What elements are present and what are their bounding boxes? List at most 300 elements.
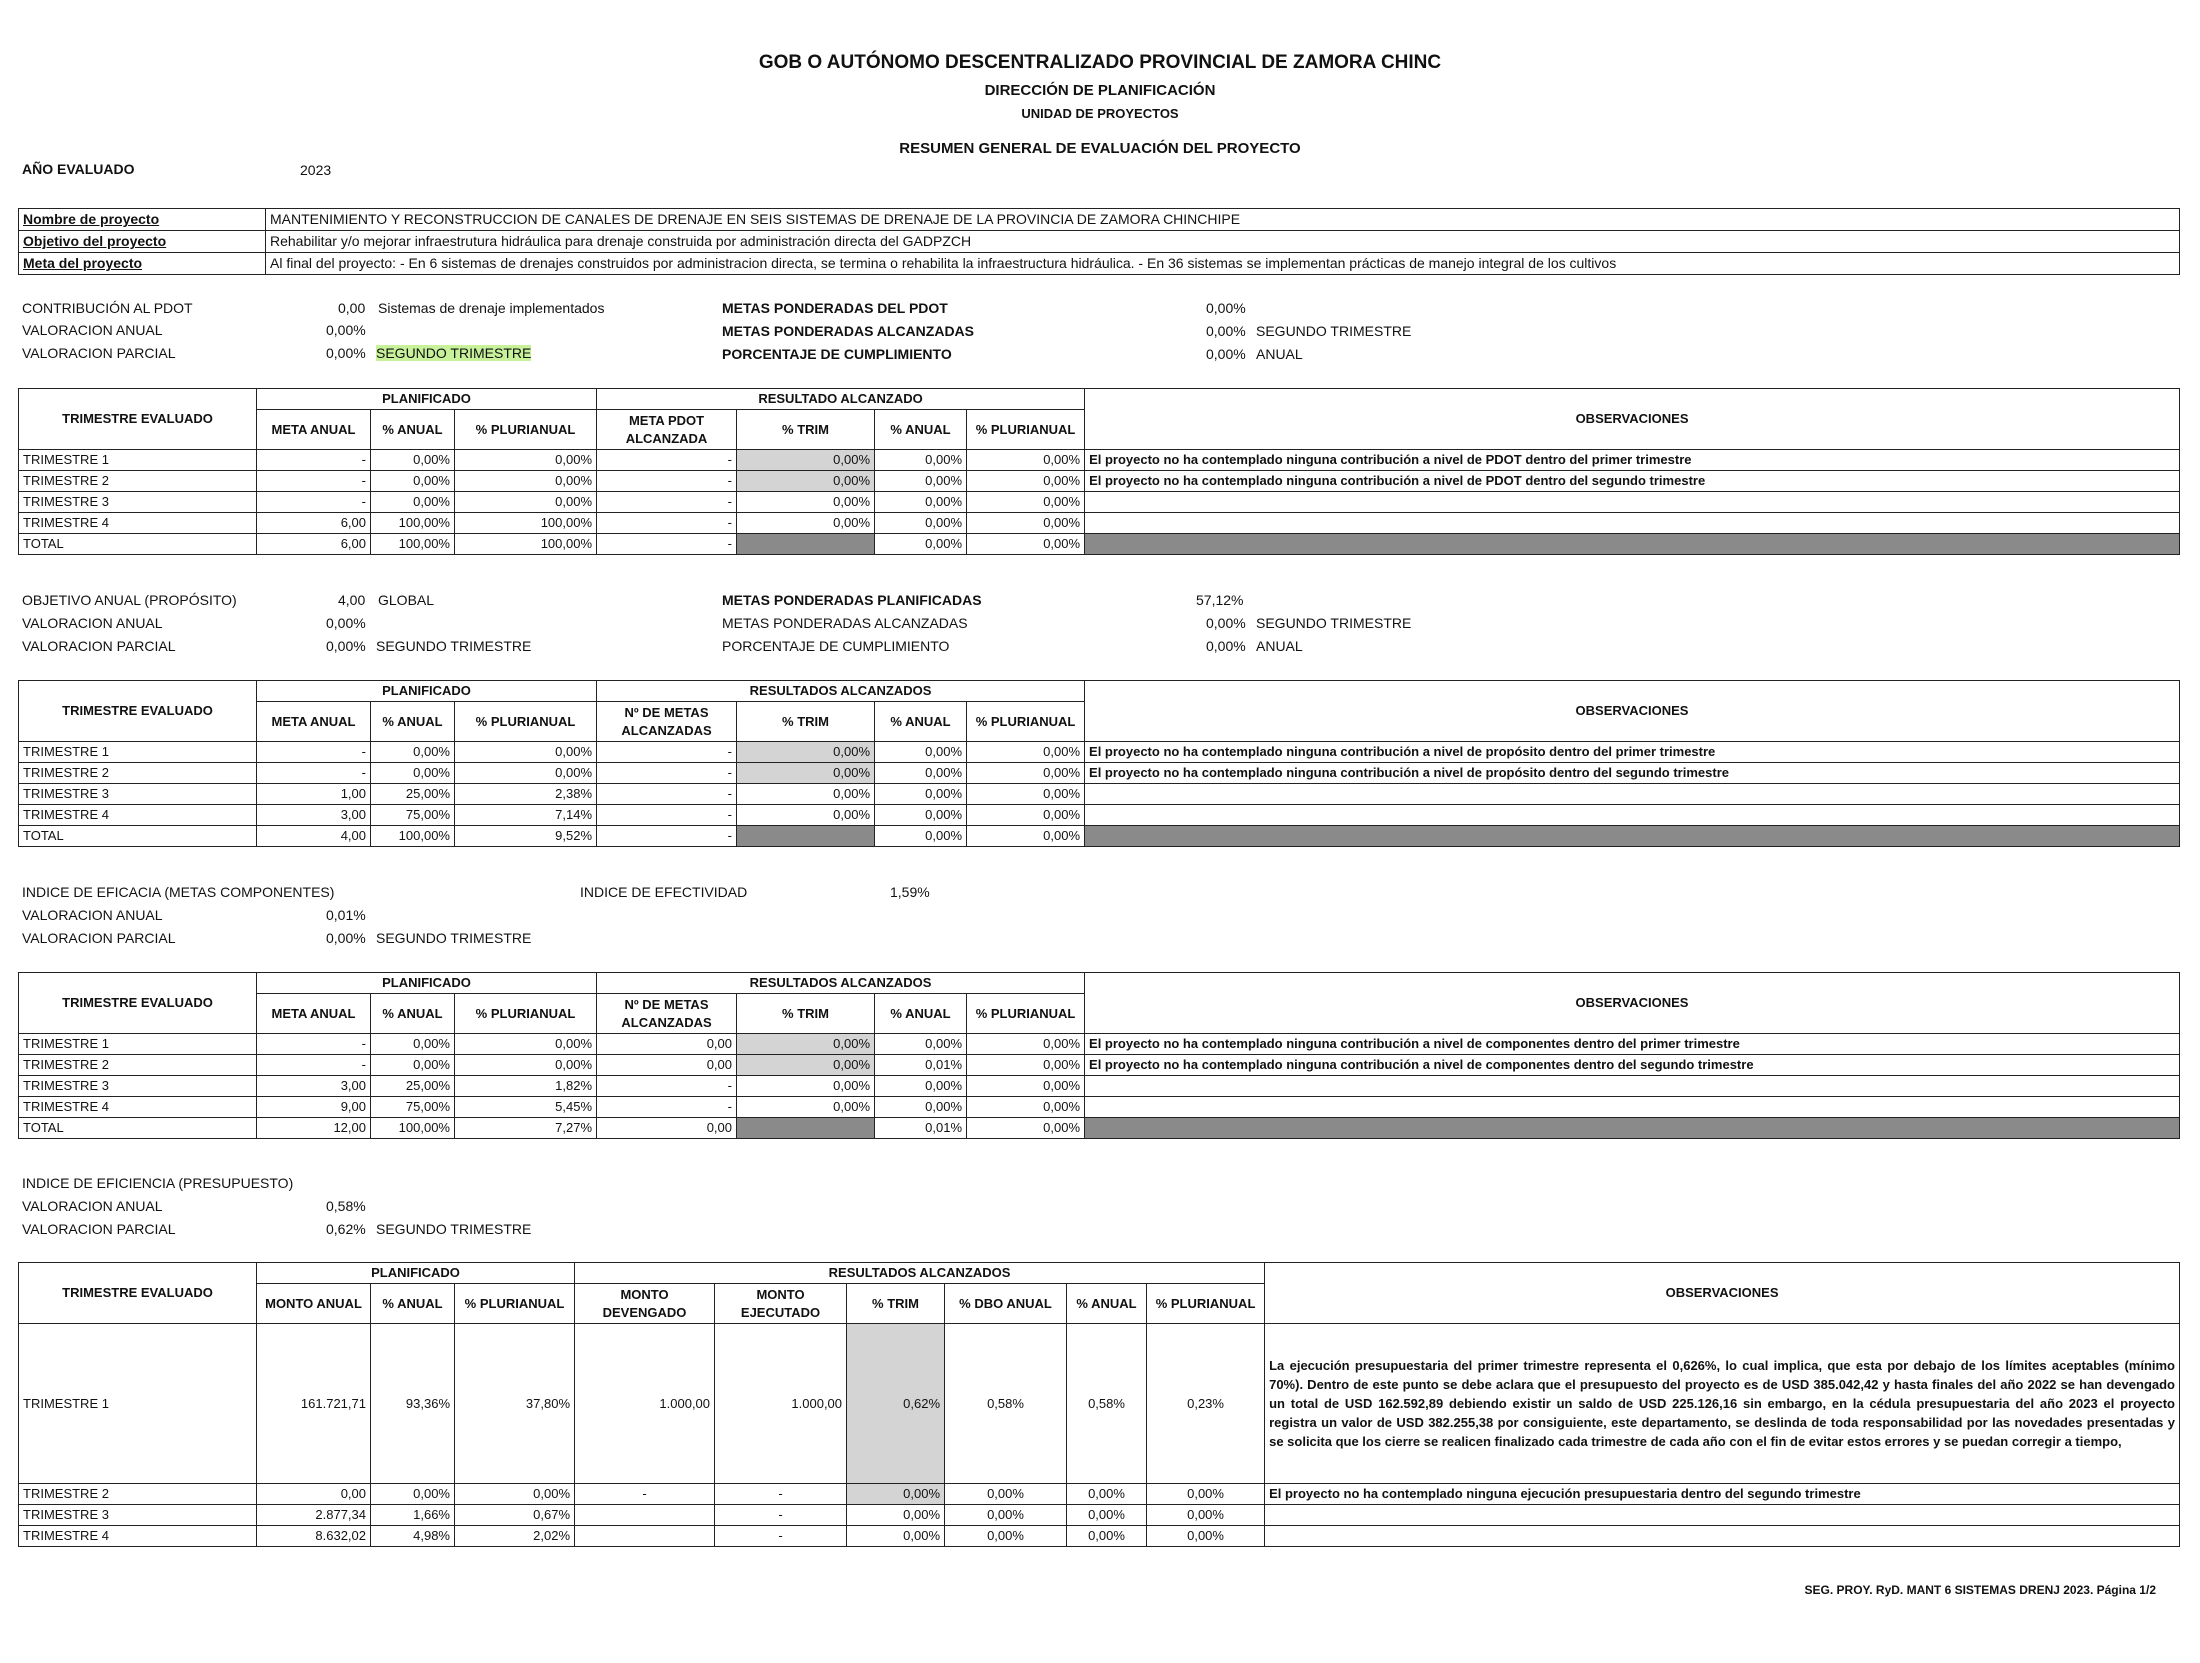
cell: 0,00% xyxy=(875,1034,967,1055)
s1-right-text-3: ANUAL xyxy=(1256,346,1303,362)
cell: 0,00% xyxy=(455,450,597,471)
row-label: TRIMESTRE 1 xyxy=(19,1034,257,1055)
t2-c3: % PLURIANUAL xyxy=(455,702,597,742)
cell: 9,00 xyxy=(257,1097,371,1118)
cell: 0,00% xyxy=(967,784,1085,805)
unit-title: UNIDAD DE PROYECTOS xyxy=(1021,106,1179,121)
cell: 0,00% xyxy=(371,1034,455,1055)
row-label: TRIMESTRE 4 xyxy=(19,1526,257,1547)
cell: 0,58% xyxy=(1067,1324,1147,1484)
observation xyxy=(1085,826,2180,847)
s2-value-3: 0,00% xyxy=(326,638,366,654)
cell: 0,00% xyxy=(875,1097,967,1118)
row-label: TRIMESTRE 2 xyxy=(19,1055,257,1076)
observation: El proyecto no ha contemplado ninguna contribución a nivel de PDOT dentro del primer trimestre xyxy=(1085,450,2180,471)
presupuesto-table xyxy=(18,1262,2180,1547)
componentes-table xyxy=(18,972,2180,1139)
t1-c5: % TRIM xyxy=(737,410,875,450)
t2-h-plan: PLANIFICADO xyxy=(257,681,597,702)
observation xyxy=(1085,1097,2180,1118)
t4-h-obs: OBSERVACIONES xyxy=(1265,1263,2180,1324)
cell: 0,00% xyxy=(737,1034,875,1055)
cell: 0,00% xyxy=(455,1484,575,1505)
cell: - xyxy=(257,471,371,492)
cell: 0,00% xyxy=(967,1055,1085,1076)
cell: - xyxy=(715,1526,847,1547)
s1-text-3: SEGUNDO TRIMESTRE xyxy=(376,345,532,361)
cell: - xyxy=(257,763,371,784)
t4-c9: % PLURIANUAL xyxy=(1147,1284,1265,1324)
t1-c3: % PLURIANUAL xyxy=(455,410,597,450)
cell: - xyxy=(597,471,737,492)
cell xyxy=(737,534,875,555)
table-row xyxy=(19,492,2180,513)
cell: - xyxy=(257,742,371,763)
table-row xyxy=(19,471,2180,492)
t3-c4: Nº DE METAS ALCANZADAS xyxy=(597,994,737,1034)
cell: - xyxy=(257,1034,371,1055)
s1-label-3: VALORACION PARCIAL xyxy=(22,345,176,361)
cell: 6,00 xyxy=(257,534,371,555)
s2-right-value-1: 57,12% xyxy=(1196,592,1244,608)
observation xyxy=(1085,492,2180,513)
t4-c1: MONTO ANUAL xyxy=(257,1284,371,1324)
s2-text-3: SEGUNDO TRIMESTRE xyxy=(376,638,532,654)
pdot-table xyxy=(18,388,2180,555)
cell: 0,00% xyxy=(875,534,967,555)
row-label: TRIMESTRE 2 xyxy=(19,471,257,492)
s1-value-3: 0,00% xyxy=(326,345,366,361)
s1-text-1: Sistemas de drenaje implementados xyxy=(378,300,605,316)
cell: 0,00% xyxy=(967,1097,1085,1118)
cell: 0,00% xyxy=(967,492,1085,513)
s1-right-label-3: PORCENTAJE DE CUMPLIMIENTO xyxy=(722,346,952,362)
table-row xyxy=(19,1505,2180,1526)
cell: 0,00% xyxy=(737,742,875,763)
table-row xyxy=(19,1076,2180,1097)
cell: 0,00% xyxy=(875,763,967,784)
observation xyxy=(1265,1526,2180,1547)
cell: 0,00% xyxy=(371,1055,455,1076)
cell: 75,00% xyxy=(371,805,455,826)
table-row xyxy=(19,805,2180,826)
s4-label-2: VALORACION ANUAL xyxy=(22,1198,163,1214)
cell: 0,00% xyxy=(967,826,1085,847)
cell: - xyxy=(597,805,737,826)
cell xyxy=(575,1505,715,1526)
s1-right-label-1: METAS PONDERADAS DEL PDOT xyxy=(722,300,948,316)
cell: 0,62% xyxy=(847,1324,945,1484)
s1-right-label-2: METAS PONDERADAS ALCANZADAS xyxy=(722,323,974,339)
cell: - xyxy=(257,1055,371,1076)
s1-right-value-3: 0,00% xyxy=(1206,346,1246,362)
s2-value-1: 4,00 xyxy=(338,592,366,608)
t3-h-plan: PLANIFICADO xyxy=(257,973,597,994)
t2-c6: % ANUAL xyxy=(875,702,967,742)
cell: 0,00% xyxy=(875,513,967,534)
observation xyxy=(1085,805,2180,826)
s4-text-3: SEGUNDO TRIMESTRE xyxy=(376,1221,532,1237)
cell: 0,00% xyxy=(455,492,597,513)
cell: 0,00% xyxy=(967,534,1085,555)
s2-right-text-2: SEGUNDO TRIMESTRE xyxy=(1256,615,1412,631)
cell: 5,45% xyxy=(455,1097,597,1118)
s1-right-value-2: 0,00% xyxy=(1206,323,1246,339)
t2-h-res: RESULTADOS ALCANZADOS xyxy=(597,681,1085,702)
cell: 2.877,34 xyxy=(257,1505,371,1526)
cell: 0,00% xyxy=(967,471,1085,492)
table-row xyxy=(19,1118,2180,1139)
cell: 0,00% xyxy=(1147,1526,1265,1547)
t3-c2: % ANUAL xyxy=(371,994,455,1034)
observation xyxy=(1265,1505,2180,1526)
cell: 0,00% xyxy=(875,450,967,471)
cell: 0,00% xyxy=(945,1526,1067,1547)
cell: 0,00% xyxy=(371,471,455,492)
row-label: TOTAL xyxy=(19,534,257,555)
cell: 6,00 xyxy=(257,513,371,534)
table-row xyxy=(19,763,2180,784)
year-value: 2023 xyxy=(300,162,332,178)
table-row xyxy=(19,1097,2180,1118)
cell: 0,00 xyxy=(597,1118,737,1139)
s2-right-text-3: ANUAL xyxy=(1256,638,1303,654)
t4-h-trim: TRIMESTRE EVALUADO xyxy=(19,1263,257,1324)
cell: 7,14% xyxy=(455,805,597,826)
cell: 0,01% xyxy=(875,1055,967,1076)
cell: 8.632,02 xyxy=(257,1526,371,1547)
cell: 0,23% xyxy=(1147,1324,1265,1484)
cell: - xyxy=(715,1505,847,1526)
observation: El proyecto no ha contemplado ninguna contribución a nivel de propósito dentro del segundo trimestre xyxy=(1085,763,2180,784)
s2-right-label-2: METAS PONDERADAS ALCANZADAS xyxy=(722,615,968,631)
cell: 0,00% xyxy=(1147,1505,1265,1526)
cell: 0,00% xyxy=(371,763,455,784)
cell: 100,00% xyxy=(371,826,455,847)
s1-value-1: 0,00 xyxy=(338,300,366,316)
cell: 0,00% xyxy=(371,450,455,471)
cell: 2,02% xyxy=(455,1526,575,1547)
cell: 12,00 xyxy=(257,1118,371,1139)
s3-text-3: SEGUNDO TRIMESTRE xyxy=(376,930,532,946)
s3-label-2: VALORACION ANUAL xyxy=(22,907,163,923)
cell: 0,00% xyxy=(945,1484,1067,1505)
cell: 0,00% xyxy=(875,1076,967,1097)
year-label: AÑO EVALUADO xyxy=(22,161,135,177)
row-label: TRIMESTRE 1 xyxy=(19,742,257,763)
project-goal-label: Meta del proyecto xyxy=(19,253,266,275)
cell: 37,80% xyxy=(455,1324,575,1484)
observation xyxy=(1085,1118,2180,1139)
t1-h-res: RESULTADO ALCANZADO xyxy=(597,389,1085,410)
t2-c4: Nº DE METAS ALCANZADAS xyxy=(597,702,737,742)
s2-value-2: 0,00% xyxy=(326,615,366,631)
cell: 0,00% xyxy=(737,1055,875,1076)
t4-c4: MONTO DEVENGADO xyxy=(575,1284,715,1324)
cell: 0,00% xyxy=(371,1484,455,1505)
t2-h-obs: OBSERVACIONES xyxy=(1085,681,2180,742)
table-row xyxy=(19,1324,2180,1484)
cell: 0,00% xyxy=(847,1484,945,1505)
table-row xyxy=(19,450,2180,471)
cell: 0,00% xyxy=(737,763,875,784)
cell: 75,00% xyxy=(371,1097,455,1118)
cell: 4,00 xyxy=(257,826,371,847)
s1-right-text-2: SEGUNDO TRIMESTRE xyxy=(1256,323,1412,339)
cell: 0,00% xyxy=(737,1097,875,1118)
cell: 0,00% xyxy=(455,471,597,492)
s4-value-3: 0,62% xyxy=(326,1221,366,1237)
cell: - xyxy=(597,742,737,763)
cell: - xyxy=(715,1484,847,1505)
cell: 0,00% xyxy=(737,805,875,826)
cell: 0,00% xyxy=(455,742,597,763)
s2-label-2: VALORACION ANUAL xyxy=(22,615,163,631)
table-row xyxy=(19,513,2180,534)
cell: 0,00% xyxy=(371,492,455,513)
cell: - xyxy=(597,534,737,555)
cell: 100,00% xyxy=(455,513,597,534)
t3-c7: % PLURIANUAL xyxy=(967,994,1085,1034)
project-name: MANTENIMIENTO Y RECONSTRUCCION DE CANALES DE DRENAJE EN SEIS SISTEMAS DE DRENAJE DE LA PROVINCIA DE ZAMORA CHINCHIPE xyxy=(266,209,2180,231)
s3-label-1: INDICE DE EFICACIA (METAS COMPONENTES) xyxy=(22,884,335,900)
t1-c1: META ANUAL xyxy=(257,410,371,450)
cell: 0,00% xyxy=(875,742,967,763)
row-label: TRIMESTRE 4 xyxy=(19,513,257,534)
s4-label-1: INDICE DE EFICIENCIA (PRESUPUESTO) xyxy=(22,1175,294,1191)
t1-h-plan: PLANIFICADO xyxy=(257,389,597,410)
t3-h-trim: TRIMESTRE EVALUADO xyxy=(19,973,257,1034)
s4-value-2: 0,58% xyxy=(326,1198,366,1214)
table-row xyxy=(19,1055,2180,1076)
cell: 100,00% xyxy=(455,534,597,555)
table-row xyxy=(19,784,2180,805)
s2-label-1: OBJETIVO ANUAL (PROPÓSITO) xyxy=(22,592,237,608)
cell: 0,00% xyxy=(1067,1505,1147,1526)
s1-label-1: CONTRIBUCIÓN AL PDOT xyxy=(22,300,193,316)
observation: El proyecto no ha contemplado ninguna contribución a nivel de propósito dentro del primer trimestre xyxy=(1085,742,2180,763)
t4-c5: MONTO EJECUTADO xyxy=(715,1284,847,1324)
direction-title: DIRECCIÓN DE PLANIFICACIÓN xyxy=(984,82,1216,99)
cell: - xyxy=(597,1076,737,1097)
row-label: TRIMESTRE 2 xyxy=(19,763,257,784)
row-label: TRIMESTRE 1 xyxy=(19,450,257,471)
cell: 0,00% xyxy=(455,763,597,784)
cell: 0,00% xyxy=(967,1076,1085,1097)
observation: El proyecto no ha contemplado ninguna contribución a nivel de PDOT dentro del segundo trimestre xyxy=(1085,471,2180,492)
s2-text-1: GLOBAL xyxy=(378,592,435,608)
cell: - xyxy=(257,492,371,513)
cell: 0,00% xyxy=(371,742,455,763)
observation xyxy=(1085,1076,2180,1097)
cell: 1.000,00 xyxy=(715,1324,847,1484)
cell: 0,00% xyxy=(1067,1484,1147,1505)
s3-right-value-1: 1,59% xyxy=(890,884,930,900)
t2-c5: % TRIM xyxy=(737,702,875,742)
cell: - xyxy=(597,784,737,805)
cell: 25,00% xyxy=(371,1076,455,1097)
t4-c2: % ANUAL xyxy=(371,1284,455,1324)
t4-c6: % TRIM xyxy=(847,1284,945,1324)
s2-right-label-3: PORCENTAJE DE CUMPLIMIENTO xyxy=(722,638,950,654)
cell: 0,00% xyxy=(967,763,1085,784)
proposito-table xyxy=(18,680,2180,847)
cell: 100,00% xyxy=(371,1118,455,1139)
project-info-table xyxy=(18,208,2180,275)
t2-c7: % PLURIANUAL xyxy=(967,702,1085,742)
cell xyxy=(575,1526,715,1547)
cell: 0,00% xyxy=(875,784,967,805)
t4-c7: % DBO ANUAL xyxy=(945,1284,1067,1324)
cell: - xyxy=(597,763,737,784)
cell: 93,36% xyxy=(371,1324,455,1484)
cell: 0,00 xyxy=(597,1055,737,1076)
cell: - xyxy=(257,450,371,471)
row-label: TOTAL xyxy=(19,1118,257,1139)
t3-h-res: RESULTADOS ALCANZADOS xyxy=(597,973,1085,994)
cell: 0,00% xyxy=(945,1505,1067,1526)
cell: 0,00% xyxy=(847,1505,945,1526)
row-label: TOTAL xyxy=(19,826,257,847)
cell: 0,00% xyxy=(455,1034,597,1055)
project-objective-label: Objetivo del proyecto xyxy=(19,231,266,253)
cell: 4,98% xyxy=(371,1526,455,1547)
t2-c1: META ANUAL xyxy=(257,702,371,742)
cell: 1,82% xyxy=(455,1076,597,1097)
cell: 0,00% xyxy=(875,492,967,513)
project-goal: Al final del proyecto: - En 6 sistemas de drenajes construidos por administracion directa, se termina o rehabilita la infraestructura hidráulica. - En 36 sistemas se implementan prácticas de manejo integral de los cultivos xyxy=(266,253,2180,275)
s4-label-3: VALORACION PARCIAL xyxy=(22,1221,176,1237)
cell: 7,27% xyxy=(455,1118,597,1139)
row-label: TRIMESTRE 4 xyxy=(19,805,257,826)
cell: 161.721,71 xyxy=(257,1324,371,1484)
table-row xyxy=(19,1526,2180,1547)
s3-value-3: 0,00% xyxy=(326,930,366,946)
cell: 0,00% xyxy=(875,805,967,826)
cell: 1.000,00 xyxy=(575,1324,715,1484)
cell: 0,00% xyxy=(967,742,1085,763)
page-footer: SEG. PROY. RyD. MANT 6 SISTEMAS DRENJ 2023. Página 1/2 xyxy=(1804,1583,2156,1597)
s3-right-label-1: INDICE DE EFECTIVIDAD xyxy=(580,884,748,900)
s2-right-value-3: 0,00% xyxy=(1206,638,1246,654)
cell: 0,00% xyxy=(875,826,967,847)
table-row xyxy=(19,1034,2180,1055)
cell: 0,00% xyxy=(737,471,875,492)
row-label: TRIMESTRE 3 xyxy=(19,1076,257,1097)
cell: 0,01% xyxy=(875,1118,967,1139)
cell: 0,00% xyxy=(967,1118,1085,1139)
observation xyxy=(1085,534,2180,555)
cell: 0,00% xyxy=(875,471,967,492)
t3-c3: % PLURIANUAL xyxy=(455,994,597,1034)
cell: 0,00% xyxy=(737,784,875,805)
t3-h-obs: OBSERVACIONES xyxy=(1085,973,2180,1034)
cell: 0,00% xyxy=(967,450,1085,471)
cell: 3,00 xyxy=(257,805,371,826)
t1-c6: % ANUAL xyxy=(875,410,967,450)
cell: - xyxy=(597,513,737,534)
cell: 0,00% xyxy=(737,450,875,471)
s1-right-value-1: 0,00% xyxy=(1206,300,1246,316)
cell: 0,00% xyxy=(967,1034,1085,1055)
t3-c6: % ANUAL xyxy=(875,994,967,1034)
cell: - xyxy=(597,492,737,513)
cell: 0,00% xyxy=(967,805,1085,826)
row-label: TRIMESTRE 2 xyxy=(19,1484,257,1505)
report-title: RESUMEN GENERAL DE EVALUACIÓN DEL PROYECTO xyxy=(899,140,1301,157)
row-label: TRIMESTRE 3 xyxy=(19,784,257,805)
cell: 0,00% xyxy=(737,1076,875,1097)
t1-c4: META PDOT ALCANZADA xyxy=(597,410,737,450)
row-label: TRIMESTRE 3 xyxy=(19,1505,257,1526)
observation xyxy=(1085,513,2180,534)
cell: 3,00 xyxy=(257,1076,371,1097)
cell xyxy=(737,1118,875,1139)
cell: 100,00% xyxy=(371,534,455,555)
s1-label-2: VALORACION ANUAL xyxy=(22,322,163,338)
t3-c1: META ANUAL xyxy=(257,994,371,1034)
observation xyxy=(1085,784,2180,805)
t4-h-plan: PLANIFICADO xyxy=(257,1263,575,1284)
cell: 1,66% xyxy=(371,1505,455,1526)
s3-label-3: VALORACION PARCIAL xyxy=(22,930,176,946)
project-objective: Rehabilitar y/o mejorar infraestrutura hidráulica para drenaje construida por administración directa del GADPZCH xyxy=(266,231,2180,253)
row-label: TRIMESTRE 3 xyxy=(19,492,257,513)
cell xyxy=(737,826,875,847)
s3-value-2: 0,01% xyxy=(326,907,366,923)
t4-h-res: RESULTADOS ALCANZADOS xyxy=(575,1263,1265,1284)
cell: 9,52% xyxy=(455,826,597,847)
cell: 2,38% xyxy=(455,784,597,805)
cell: 25,00% xyxy=(371,784,455,805)
cell: 0,67% xyxy=(455,1505,575,1526)
cell: - xyxy=(575,1484,715,1505)
cell: 0,00 xyxy=(597,1034,737,1055)
cell: 1,00 xyxy=(257,784,371,805)
row-label: TRIMESTRE 4 xyxy=(19,1097,257,1118)
row-label: TRIMESTRE 1 xyxy=(19,1324,257,1484)
t2-c2: % ANUAL xyxy=(371,702,455,742)
s2-right-value-2: 0,00% xyxy=(1206,615,1246,631)
cell: 0,00% xyxy=(847,1526,945,1547)
t1-c7: % PLURIANUAL xyxy=(967,410,1085,450)
table-row xyxy=(19,742,2180,763)
observation: El proyecto no ha contemplado ninguna contribución a nivel de componentes dentro del primer trimestre xyxy=(1085,1034,2180,1055)
cell: - xyxy=(597,450,737,471)
t3-c5: % TRIM xyxy=(737,994,875,1034)
cell: 0,00 xyxy=(257,1484,371,1505)
cell: 0,00% xyxy=(967,513,1085,534)
t2-h-trim: TRIMESTRE EVALUADO xyxy=(19,681,257,742)
project-name-label: Nombre de proyecto xyxy=(19,209,266,231)
t4-c3: % PLURIANUAL xyxy=(455,1284,575,1324)
table-row xyxy=(19,534,2180,555)
cell: 0,00% xyxy=(1067,1526,1147,1547)
cell: 0,00% xyxy=(737,492,875,513)
s2-label-3: VALORACION PARCIAL xyxy=(22,638,176,654)
t1-c2: % ANUAL xyxy=(371,410,455,450)
t1-h-trim: TRIMESTRE EVALUADO xyxy=(19,389,257,450)
cell: 0,00% xyxy=(1147,1484,1265,1505)
observation: La ejecución presupuestaria del primer trimestre representa el 0,626%, lo cual implica, que esta por debajo de los límites aceptables (mínimo 70%). Dentro de este punto se debe aclara que el presupuesto del proyecto es de USD 385.042,42 y hasta finales del año 2022 se han devengado un total de USD 162.592,89 debiendo existir un saldo de USD 225.126,16 sin embargo, en la cédula presupuestaria del año 2023 el proyecto registra un valor de USD 382.255,38 por consiguiente, este departamento, se deslinda de toda responsabilidad por las novedades presentadas y se solicita que los cierre se realicen finalizado cada trimestre de cada año con el fin de evitar estos errores y se puedan corregir a tiempo, xyxy=(1265,1324,2180,1484)
table-row xyxy=(19,826,2180,847)
observation: El proyecto no ha contemplado ninguna ejecución presupuestaria dentro del segundo trimestre xyxy=(1265,1484,2180,1505)
s2-right-label-1: METAS PONDERADAS PLANIFICADAS xyxy=(722,592,982,608)
table-row xyxy=(19,1484,2180,1505)
org-title: GOB O AUTÓNOMO DESCENTRALIZADO PROVINCIAL DE ZAMORA CHINC xyxy=(758,52,1442,73)
cell: 0,58% xyxy=(945,1324,1067,1484)
cell: - xyxy=(597,1097,737,1118)
